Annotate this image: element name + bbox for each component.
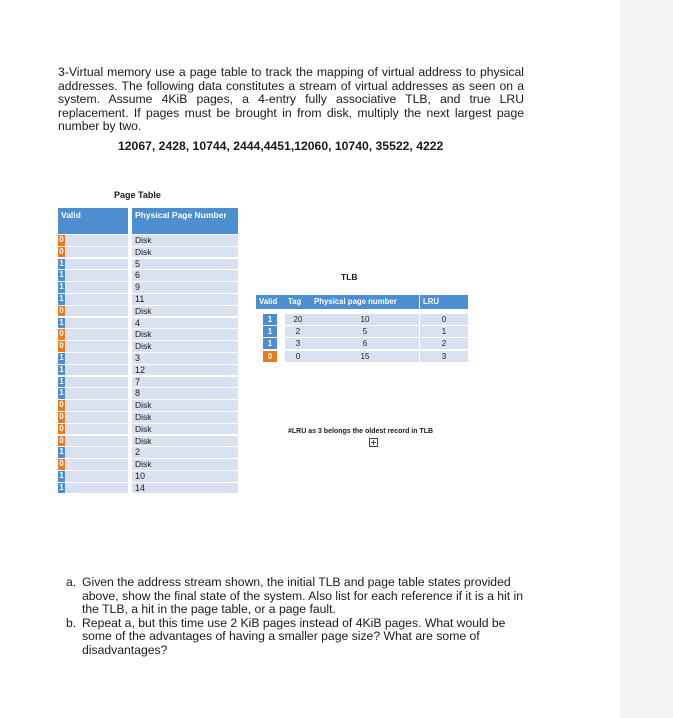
tlb-lru-cell: 3 xyxy=(420,351,468,362)
tlb-lru-cell: 2 xyxy=(420,338,468,349)
page-table-physical-header: Physical Page Number xyxy=(132,208,238,234)
page-table-valid-fill xyxy=(65,329,128,340)
page-table-valid-cell: 0 xyxy=(59,400,64,410)
page-table-physical-cell: 7 xyxy=(132,377,238,388)
tlb-valid-cell: 1 xyxy=(263,326,277,337)
question-parts xyxy=(66,576,524,658)
page-table-valid-cell: 0 xyxy=(59,235,64,244)
page-table-valid-fill xyxy=(65,388,128,399)
question-intro: 3-Virtual memory use a page table to track the mapping of virtual address to physical addresses. The following data constitutes a stream of virtual addresses as seen on a system. Assume 4KiB pages, a 4-entry fully associative TLB, and true LRU replacement. If pages must be brought in from disk, multiply the next largest page number by two. xyxy=(58,65,524,134)
tlb-valid-header: Valid xyxy=(256,295,285,309)
page-table-valid-fill xyxy=(65,483,128,494)
page-table-valid-cell: 1 xyxy=(59,270,64,280)
page-table-valid-cell: 1 xyxy=(59,282,64,292)
tlb-physical-header: Physical page number xyxy=(311,295,419,309)
page-table-physical-cell: 10 xyxy=(132,471,238,482)
page-table-physical-cell: Disk xyxy=(132,341,238,352)
page-table-valid-fill xyxy=(65,294,128,305)
tlb-tag-cell: 2 xyxy=(285,326,311,337)
tlb-valid-cell: 1 xyxy=(263,314,277,325)
page-table-valid-fill xyxy=(65,447,128,458)
page-table-valid-cell: 1 xyxy=(59,388,64,398)
page-table-valid-cell: 0 xyxy=(59,341,64,351)
question-part-text: Given the address stream shown, the initial TLB and page table states provided above, show the final state of the system. Also list for each reference if it is a hit in the TLB, a hit in the page table, or a page fault. xyxy=(82,575,523,617)
page-table-valid-cell: 0 xyxy=(59,246,64,256)
page-table-valid-cell: 1 xyxy=(59,293,64,303)
page-table-physical-cell: Disk xyxy=(132,436,238,447)
page-table-physical-cell: 12 xyxy=(132,365,238,376)
question-part-marker: a. xyxy=(66,575,77,589)
page-table-valid-cell: 1 xyxy=(59,447,64,457)
tlb-tag-header: Tag xyxy=(285,295,311,309)
page-table-physical-cell: 9 xyxy=(132,282,238,293)
page-table-physical-cell: 5 xyxy=(132,259,238,270)
page-table-physical-cell: Disk xyxy=(132,412,238,423)
page-table-valid-header: Valid xyxy=(58,208,128,234)
tlb-tag-cell: 20 xyxy=(285,314,311,325)
page-table-valid-fill xyxy=(65,365,128,376)
question-part-text: Repeat a, but this time use 2 KiB pages instead of 4KiB pages. What would be some of the advantages of having a smaller page size? What are some of disadvantages? xyxy=(82,615,506,657)
page-table-valid-fill xyxy=(65,353,128,364)
page-table-valid-cell: 1 xyxy=(59,317,64,327)
page-table-valid-fill xyxy=(65,282,128,293)
page-table-valid-fill xyxy=(65,424,128,435)
page-table-valid-cell: 0 xyxy=(59,305,64,315)
tlb-lru-cell: 0 xyxy=(420,314,468,325)
page-table-valid-cell: 1 xyxy=(59,482,64,492)
tlb-title: TLB xyxy=(341,272,358,282)
tlb-tag-cell: 0 xyxy=(285,351,311,362)
page-table-valid-fill xyxy=(65,459,128,470)
page-table-valid-cell: 1 xyxy=(59,376,64,386)
page-table-valid-cell: 0 xyxy=(59,435,64,445)
page-table-physical-cell: Disk xyxy=(132,459,238,470)
page-table-valid-cell: 1 xyxy=(59,364,64,374)
page-table-valid-fill xyxy=(65,247,128,258)
expand-plus-icon[interactable] xyxy=(369,438,378,447)
question-part-marker: b. xyxy=(66,615,77,630)
tlb-lru-note: #LRU as 3 belongs the oldest record in TLB xyxy=(288,428,434,435)
page-table-physical-cell: 8 xyxy=(132,388,238,399)
tlb-valid-cell: 1 xyxy=(263,338,277,349)
page-table-valid-fill xyxy=(65,318,128,329)
tlb-lru-cell: 1 xyxy=(420,326,468,337)
page-table-physical-cell: Disk xyxy=(132,235,238,246)
right-gutter xyxy=(620,0,673,718)
page-table-physical-cell: 2 xyxy=(132,447,238,458)
page-table-physical-cell: Disk xyxy=(132,247,238,258)
page-table-physical-cell: Disk xyxy=(132,400,238,411)
page-table-valid-cell: 0 xyxy=(59,329,64,339)
page-table-title: Page Table xyxy=(114,190,161,200)
page-table-physical-cell: 11 xyxy=(132,294,238,305)
page-table-physical-cell: Disk xyxy=(132,424,238,435)
page-table-valid-cell: 0 xyxy=(59,459,64,469)
page-table-physical-cell: 14 xyxy=(132,483,238,494)
page-table-valid-fill xyxy=(65,412,128,423)
page-table-valid-fill xyxy=(65,471,128,482)
page-table-valid-cell: 0 xyxy=(59,411,64,421)
tlb-page-cell: 5 xyxy=(311,326,419,337)
tlb-lru-header: LRU xyxy=(420,295,468,309)
question-part xyxy=(66,576,524,617)
page-table-physical-cell: 3 xyxy=(132,353,238,364)
page-table-valid-cell: 1 xyxy=(59,258,64,268)
page-table-physical-cell: Disk xyxy=(132,329,238,340)
question-part xyxy=(66,617,524,658)
page-table-valid-fill xyxy=(65,341,128,352)
page-table-valid-fill xyxy=(65,235,128,246)
tlb-page-cell: 15 xyxy=(311,351,419,362)
page-table-valid-fill xyxy=(65,306,128,317)
address-stream: 12067, 2428, 10744, 2444,4451,12060, 10740, 35522, 4222 xyxy=(118,139,444,153)
page-table-valid-fill xyxy=(65,270,128,281)
page-table-valid-fill xyxy=(65,436,128,447)
page-table-valid-cell: 1 xyxy=(59,470,64,480)
page-table-valid-fill xyxy=(65,400,128,411)
page-table-valid-cell: 0 xyxy=(59,423,64,433)
page-table-physical-cell: 6 xyxy=(132,270,238,281)
tlb-page-cell: 6 xyxy=(311,338,419,349)
page-table-physical-cell: 4 xyxy=(132,318,238,329)
page-table-valid-fill xyxy=(65,377,128,388)
tlb-valid-cell: 0 xyxy=(263,351,277,362)
tlb-page-cell: 10 xyxy=(311,314,419,325)
tlb-tag-cell: 3 xyxy=(285,338,311,349)
page-table-valid-fill xyxy=(65,259,128,270)
page-table-valid-cell: 1 xyxy=(59,352,64,362)
page-table-physical-cell: Disk xyxy=(132,306,238,317)
